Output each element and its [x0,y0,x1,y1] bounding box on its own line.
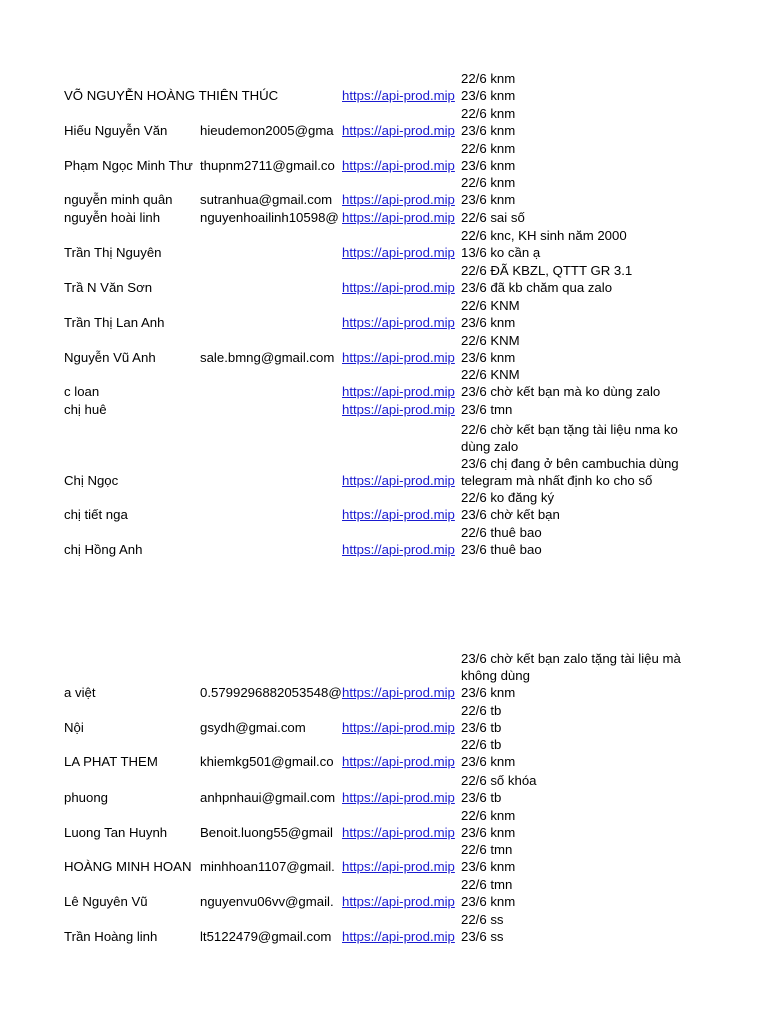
name-cell: Nguyễn Vũ Anh [64,350,156,365]
name-cell: Chị Ngọc [64,473,119,488]
table-row [0,140,768,174]
name-cell: Lê Nguyên Vũ [64,894,148,909]
table-row [0,366,768,400]
table-row [0,911,768,945]
notes-cell [461,841,711,875]
link-cell[interactable]: https://api-prod.mip [342,210,455,225]
email-cell: thupnm2711@gmail.co [200,158,335,173]
name-cell: Trần Thị Nguyên [64,245,162,260]
note-line: 22/6 knm [461,175,516,190]
note-line: 22/6 tb [461,703,502,718]
note-line: 22/6 chờ kết bạn tặng tài liệu nma ko [461,422,678,437]
email-cell: sale.bmng@gmail.com [200,350,335,365]
table-row [0,650,768,701]
link-cell[interactable]: https://api-prod.mip [342,402,455,417]
notes-cell [461,401,711,418]
notes-cell [461,736,711,770]
link-cell[interactable]: https://api-prod.mip [342,507,455,522]
note-line: 23/6 chờ kết bạn zalo tặng tài liệu mà [461,651,681,666]
notes-cell [461,772,711,806]
notes-cell [461,174,711,208]
note-line: 22/6 knm [461,71,516,86]
name-cell: Phạm Ngọc Minh Thư [64,158,193,173]
name-cell: VÕ NGUYỄN HOÀNG THIÊN THÚC [64,88,279,103]
table-row [0,227,768,261]
notes-cell [461,524,711,558]
email-cell: hieudemon2005@gma [200,123,334,138]
note-line: 22/6 knc, KH sinh năm 2000 [461,228,627,243]
note-line: 23/6 knm [461,158,516,173]
note-line: 13/6 ko cần ạ [461,245,541,260]
note-line: 23/6 chờ kết bạn [461,507,560,522]
notes-cell [461,105,711,139]
table-row [0,524,768,558]
note-line: dùng zalo [461,439,519,454]
link-cell[interactable]: https://api-prod.mip [342,825,455,840]
note-line: 23/6 ss [461,929,504,944]
name-cell: chị huê [64,402,107,417]
link-cell[interactable]: https://api-prod.mip [342,720,455,735]
note-line: 22/6 tb [461,737,502,752]
email-cell: gsydh@gmai.com [200,720,306,735]
email-cell: Benoit.luong55@gmail [200,825,333,840]
table-row [0,702,768,736]
table-row [0,421,768,489]
note-line: 23/6 knm [461,192,516,207]
table-row [0,70,768,104]
link-cell[interactable]: https://api-prod.mip [342,280,455,295]
note-line: 22/6 ss [461,912,504,927]
note-line: 23/6 knm [461,88,516,103]
notes-cell [461,421,711,489]
note-line: 22/6 knm [461,106,516,121]
notes-cell [461,297,711,331]
note-line: 22/6 thuê bao [461,525,542,540]
notes-cell [461,227,711,261]
name-cell: nguyễn hoài linh [64,210,161,225]
note-line: 23/6 knm [461,685,516,700]
note-line: 23/6 tb [461,720,502,735]
table-row [0,736,768,770]
name-cell: chị tiết nga [64,507,128,522]
notes-cell [461,140,711,174]
notes-cell [461,70,711,104]
note-line: không dùng [461,668,530,683]
note-line: 23/6 tmn [461,402,513,417]
link-cell[interactable]: https://api-prod.mip [342,790,455,805]
name-cell: Trần Hoàng linh [64,929,158,944]
notes-cell [461,876,711,910]
table-row [0,209,768,226]
email-cell: nguyenvu06vv@gmail. [200,894,334,909]
name-cell: nguyễn minh quân [64,192,173,207]
email-cell: lt5122479@gmail.com [200,929,332,944]
note-line: 22/6 sai số [461,210,525,225]
email-cell: minhhoan1107@gmail. [200,859,335,874]
note-line: 23/6 knm [461,123,516,138]
note-line: 23/6 knm [461,350,516,365]
link-cell[interactable]: https://api-prod.mip [342,894,455,909]
note-line: 23/6 tb [461,790,502,805]
name-cell: chị Hồng Anh [64,542,143,557]
table-row [0,807,768,841]
notes-cell [461,366,711,400]
link-cell[interactable]: https://api-prod.mip [342,473,455,488]
link-cell[interactable]: https://api-prod.mip [342,192,455,207]
name-cell: LA PHAT THEM [64,754,158,769]
link-cell[interactable]: https://api-prod.mip [342,123,455,138]
link-cell[interactable]: https://api-prod.mip [342,315,455,330]
name-cell: Luong Tan Huynh [64,825,168,840]
link-cell[interactable]: https://api-prod.mip [342,929,455,944]
table-row [0,401,768,418]
note-line: 22/6 tmn [461,877,513,892]
note-line: 22/6 số khóa [461,773,537,788]
email-cell: nguyenhoailinh10598@ [200,210,339,225]
name-cell: Trần Thị Lan Anh [64,315,165,330]
note-line: 23/6 chị đang ở bên cambuchia dùng [461,456,679,471]
link-cell[interactable]: https://api-prod.mip [342,754,455,769]
note-line: 23/6 knm [461,315,516,330]
name-cell: c loan [64,384,100,399]
notes-cell [461,209,711,226]
table-row [0,841,768,875]
table-row [0,332,768,366]
note-line: 23/6 knm [461,754,516,769]
note-line: 22/6 KNM [461,333,520,348]
table-row [0,105,768,139]
note-line: 22/6 KNM [461,367,520,382]
note-line: 23/6 knm [461,894,516,909]
link-cell[interactable]: https://api-prod.mip [342,859,455,874]
link-cell[interactable]: https://api-prod.mip [342,542,455,557]
name-cell: Hiếu Nguyễn Văn [64,123,168,138]
email-cell: anhpnhaui@gmail.com [200,790,336,805]
name-cell: phuong [64,790,109,805]
name-cell: Trầ N Văn Sơn [64,280,153,295]
email-cell: khiemkg501@gmail.co [200,754,334,769]
note-line: 23/6 knm [461,825,516,840]
note-line: 23/6 chờ kết bạn mà ko dùng zalo [461,384,661,399]
note-line: 22/6 KNM [461,298,520,313]
table-row [0,174,768,208]
link-cell[interactable]: https://api-prod.mip [342,88,455,103]
notes-cell [461,911,711,945]
name-cell: HOÀNG MINH HOAN [64,859,192,874]
note-line: 23/6 thuê bao [461,542,542,557]
table-row [0,772,768,806]
email-cell: sutranhua@gmail.com [200,192,333,207]
note-line: 22/6 ĐÃ KBZL, QTTT GR 3.1 [461,263,633,278]
link-cell[interactable]: https://api-prod.mip [342,245,455,260]
notes-cell [461,332,711,366]
note-line: 22/6 tmn [461,842,513,857]
table-row [0,489,768,523]
note-line: 23/6 knm [461,859,516,874]
notes-cell [461,650,711,701]
link-cell[interactable]: https://api-prod.mip [342,384,455,399]
note-line: 23/6 đã kb chăm qua zalo [461,280,613,295]
link-cell[interactable]: https://api-prod.mip [342,350,455,365]
note-line: 22/6 knm [461,141,516,156]
name-cell: a việt [64,685,96,700]
note-line: 22/6 ko đăng ký [461,490,555,505]
table-row [0,262,768,296]
note-line: telegram mà nhất định ko cho số [461,473,653,488]
table-row [0,876,768,910]
link-cell[interactable]: https://api-prod.mip [342,158,455,173]
email-cell: 0.5799296882053548@ [200,685,342,700]
note-line: 22/6 knm [461,808,516,823]
notes-cell [461,807,711,841]
name-cell: Nội [64,720,84,735]
link-cell[interactable]: https://api-prod.mip [342,685,455,700]
notes-cell [461,489,711,523]
table-row [0,297,768,331]
notes-cell [461,702,711,736]
notes-cell [461,262,711,296]
